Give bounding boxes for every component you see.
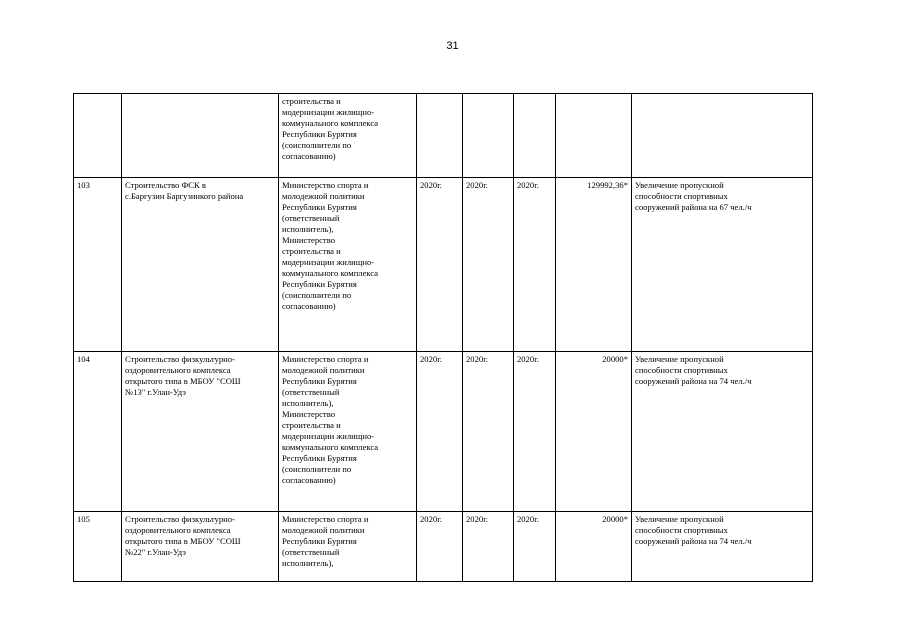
completion-year: 2020г. bbox=[514, 512, 556, 582]
end-year bbox=[463, 94, 514, 178]
table-row bbox=[74, 512, 813, 582]
expected-result bbox=[632, 94, 813, 178]
completion-year bbox=[514, 94, 556, 178]
event-name: Строительство физкультурно- оздоровительного комплекса открытого типа в МБОУ "СОШ №22" г.Улан-Удэ bbox=[122, 512, 279, 582]
completion-year: 2020г. bbox=[514, 178, 556, 352]
event-name bbox=[122, 94, 279, 178]
end-year: 2020г. bbox=[463, 512, 514, 582]
page-number: 31 bbox=[446, 40, 459, 52]
start-year: 2020г. bbox=[417, 512, 463, 582]
cost-value: 20000* bbox=[556, 352, 632, 512]
completion-year: 2020г. bbox=[514, 352, 556, 512]
table-row bbox=[74, 178, 813, 352]
expected-result: Увеличение пропускной способности спортивных сооружений района на 74 чел./ч bbox=[632, 352, 813, 512]
responsible-executor: Министерство спорта и молодежной политики Республики Бурятия (ответственный исполнитель), Министерство строительства и модернизации жилищно- коммунального комплекса Республики Бурятия (соисполнители по согласованию) bbox=[279, 352, 417, 512]
start-year: 2020г. bbox=[417, 178, 463, 352]
expected-result: Увеличение пропускной способности спортивных сооружений района на 74 чел./ч bbox=[632, 512, 813, 582]
cost-value bbox=[556, 94, 632, 178]
row-number bbox=[74, 94, 122, 178]
event-name: Строительство физкультурно- оздоровительного комплекса открытого типа в МБОУ "СОШ №13" г.Улан-Удэ bbox=[122, 352, 279, 512]
cost-value: 20000* bbox=[556, 512, 632, 582]
start-year bbox=[417, 94, 463, 178]
responsible-executor: Министерство спорта и молодежной политики Республики Бурятия (ответственный исполнитель), bbox=[279, 512, 417, 582]
cost-value: 129992,36* bbox=[556, 178, 632, 352]
end-year: 2020г. bbox=[463, 178, 514, 352]
table-row bbox=[74, 94, 813, 178]
start-year: 2020г. bbox=[417, 352, 463, 512]
event-name: Строительство ФСК в с.Баргузин Баргузинкого района bbox=[122, 178, 279, 352]
responsible-executor: Министерство спорта и молодежной политики Республики Бурятия (ответственный исполнитель), Министерство строительства и модернизации жилищно- коммунального комплекса Республики Бурятия (соисполнители по согласованию) bbox=[279, 178, 417, 352]
row-number: 105 bbox=[74, 512, 122, 582]
expected-result: Увеличение пропускной способности спортивных сооружений района на 67 чел./ч bbox=[632, 178, 813, 352]
program-table bbox=[73, 93, 813, 582]
row-number: 104 bbox=[74, 352, 122, 512]
row-number: 103 bbox=[74, 178, 122, 352]
responsible-executor: строительства и модернизации жилищно- коммунального комплекса Республики Бурятия (соисполнители по согласованию) bbox=[279, 94, 417, 178]
table-row bbox=[74, 352, 813, 512]
end-year: 2020г. bbox=[463, 352, 514, 512]
